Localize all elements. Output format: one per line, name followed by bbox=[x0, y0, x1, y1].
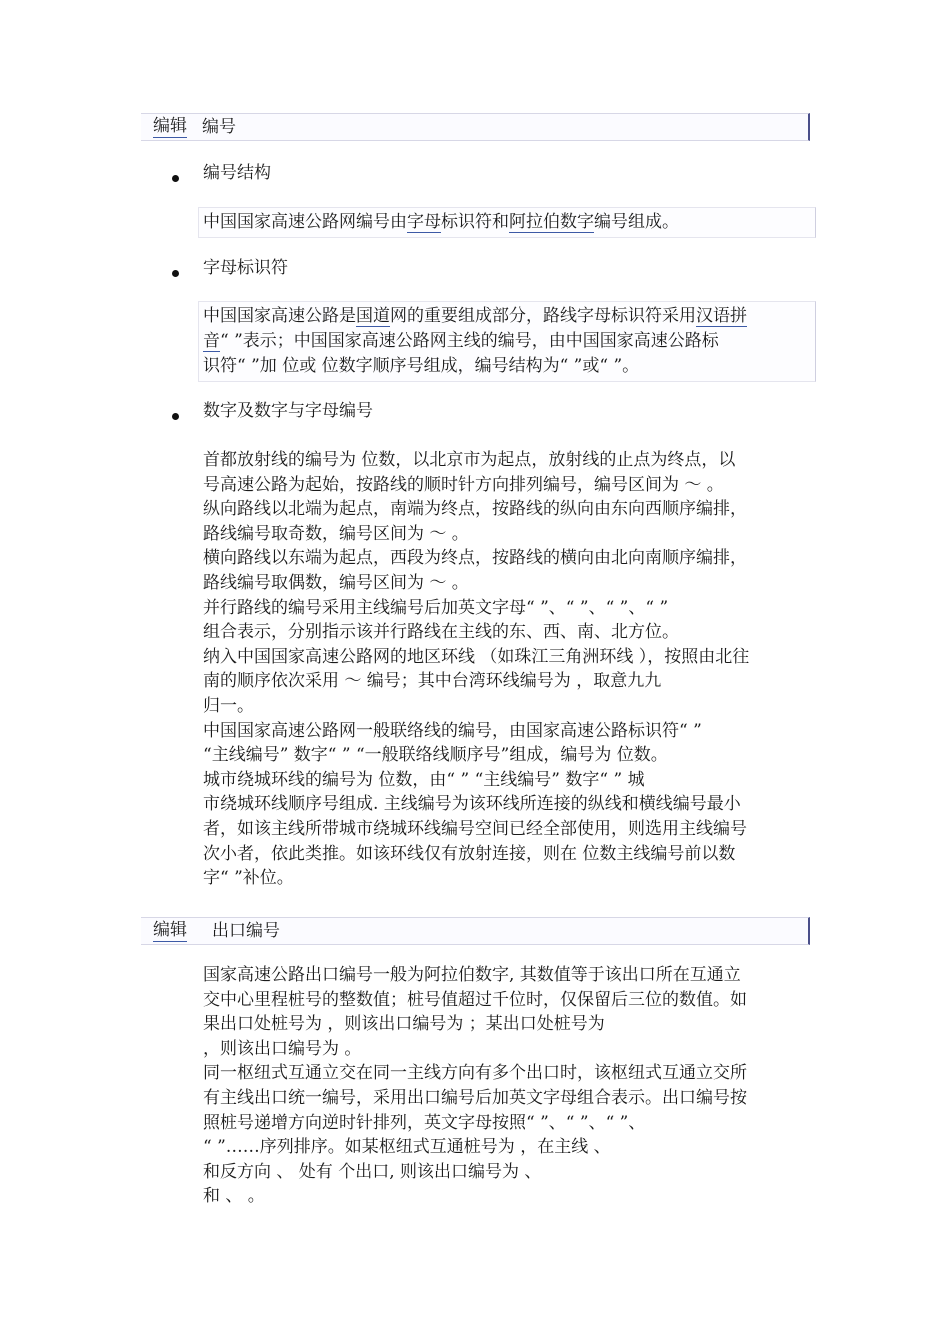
text-segment: 标识符和 bbox=[441, 212, 509, 232]
bullet-dot bbox=[172, 413, 179, 420]
exit-numbering-paragraph bbox=[203, 963, 808, 1209]
text-line: 组合表示，分别指示该并行路线在主线的东、西、南、北方位。 bbox=[203, 622, 679, 643]
text-segment: 编号组成。 bbox=[594, 212, 679, 232]
text-line: 照桩号递增方向逆时针排列，英文字母按照“ ”、“ ”、“ ”、 bbox=[203, 1112, 646, 1133]
info-box bbox=[198, 301, 816, 382]
text-segment: “ ”表示；中国国家高速公路网主线的编号，由中国国家高速公路标 bbox=[220, 331, 719, 351]
arabic-numeral-link[interactable]: 阿拉伯数字 bbox=[509, 212, 594, 232]
text-line: 交中心里程桩号的整数值；桩号值超过千位时，仅保留后三位的数值。如 bbox=[203, 989, 747, 1010]
text-line: 纳入中国国家高速公路网的地区环线 （如珠江三角洲环线 ），按照由北往 bbox=[203, 646, 750, 667]
text-line: 次小者，依此类推。如该环线仅有放射连接，则在 位数主线编号前以数 bbox=[203, 843, 736, 864]
letter-link[interactable]: 字母 bbox=[407, 212, 441, 232]
text-line: 归一。 bbox=[203, 695, 254, 716]
text-segment: 网的重要组成部分，路线字母标识符采用 bbox=[390, 306, 696, 326]
text-line: 同一枢纽式互通立交在同一主线方向有多个出口时，该枢纽式互通立交所 bbox=[203, 1063, 747, 1084]
subsection-title: 数字及数字与字母编号 bbox=[203, 401, 373, 421]
section-title: 出口编号 bbox=[212, 921, 280, 941]
subsection-title: 编号结构 bbox=[203, 163, 271, 183]
section-title: 编号 bbox=[202, 117, 236, 137]
section-header-exit-numbering bbox=[141, 917, 810, 945]
text-line: 有主线出口统一编号，采用出口编号后加英文字母组合表示。出口编号按 bbox=[203, 1087, 747, 1108]
pinyin-link[interactable]: 汉语拼 bbox=[696, 306, 747, 326]
text-segment: 中国国家高速公路是 bbox=[203, 306, 356, 326]
subsection-title: 字母标识符 bbox=[203, 258, 288, 278]
text-line: 并行路线的编号采用主线编号后加英文字母“ ”、“ ”、“ ”、“ ” bbox=[203, 597, 669, 618]
text-line: “ ”……序列排序。如某枢纽式互通桩号为 ，在主线 、 bbox=[203, 1137, 611, 1158]
bullet-dot bbox=[172, 270, 179, 277]
text-line: ，则该出口编号为 。 bbox=[203, 1038, 362, 1059]
text-line: 和反方向 、 处有 个出口, 则该出口编号为 、 bbox=[203, 1161, 542, 1182]
text-line: 识符“ ”加 位或 位数字顺序号组成，编号结构为“ ”或“ ”。 bbox=[203, 356, 640, 376]
info-box bbox=[198, 207, 816, 238]
text-line: 中国国家高速公路网一般联络线的编号，由国家高速公路标识符“ ” bbox=[203, 720, 702, 741]
text-line: 城市绕城环线的编号为 位数，由“ ” “主线编号” 数字“ ” 城 bbox=[203, 769, 645, 790]
text-line: 者，如该主线所带城市绕城环线编号空间已经全部使用，则选用主线编号 bbox=[203, 818, 747, 839]
text-line: 首都放射线的编号为 位数，以北京市为起点，放射线的止点为终点，以 bbox=[203, 450, 736, 470]
text-line: 路线编号取奇数，编号区间为 ～ 。 bbox=[203, 523, 469, 544]
pinyin-link[interactable]: 音 bbox=[203, 331, 220, 351]
text-line: 南的顺序依次采用 ～ 编号；其中台湾环线编号为 ，取意九九 bbox=[203, 671, 662, 692]
text-line: “主线编号” 数字“ ” “一般联络线顺序号”组成，编号为 位数。 bbox=[203, 745, 668, 766]
text-line: 路线编号取偶数，编号区间为 ～ 。 bbox=[203, 572, 469, 593]
text-line: 果出口处桩号为 ，则该出口编号为 ；某出口处桩号为 bbox=[203, 1014, 605, 1035]
text-line: 和 、 。 bbox=[203, 1186, 265, 1207]
numbering-rules-paragraph bbox=[203, 448, 808, 891]
edit-link[interactable]: 编辑 bbox=[153, 116, 187, 136]
text-line: 市绕城环线顺序号组成. 主线编号为该环线所连接的纵线和横线编号最小 bbox=[203, 794, 741, 815]
text-line: 纵向路线以北端为起点，南端为终点，按路线的纵向由东向西顺序编排， bbox=[203, 499, 747, 520]
text-line: 字“ ”补位。 bbox=[203, 868, 294, 889]
section-header-numbering bbox=[141, 113, 810, 141]
edit-link[interactable]: 编辑 bbox=[153, 920, 187, 940]
national-road-link[interactable]: 国道 bbox=[356, 306, 390, 326]
text-line: 横向路线以东端为起点，西段为终点，按路线的横向由北向南顺序编排， bbox=[203, 548, 747, 569]
bullet-dot bbox=[172, 175, 179, 182]
text-segment: 中国国家高速公路网编号由 bbox=[203, 212, 407, 232]
text-line: 号高速公路为起始，按路线的顺时针方向排列编号，编号区间为 ～ 。 bbox=[203, 474, 724, 495]
text-line: 国家高速公路出口编号一般为阿拉伯数字, 其数值等于该出口所在互通立 bbox=[203, 965, 741, 985]
